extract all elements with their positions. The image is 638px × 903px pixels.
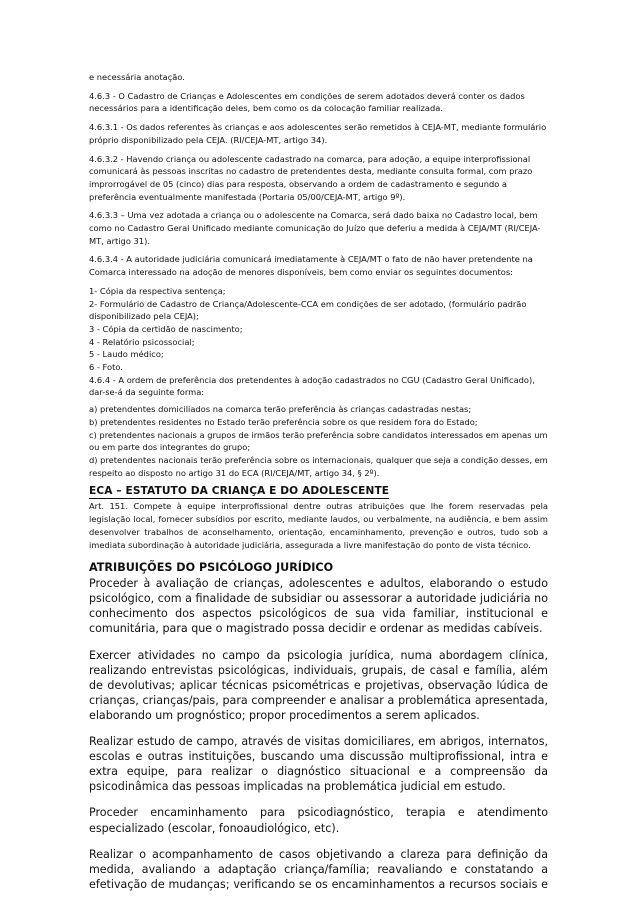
list-item: 2- Formulário de Cadastro de Criança/Adolescente-CCA em condições de ser adotado, (formulário padrão disponibilizado pela CEJA); (89, 298, 527, 322)
list-item: c) pretendentes nacionais a grupos de irmãos terão preferência sobre candidatos interessados em apenas um ou em parte dos integrantes do grupo; (89, 429, 548, 453)
atribuicoes-heading: ATRIBUIÇÕES DO PSICÓLOGO JURÍDICO (89, 561, 334, 575)
list-item: a) pretendentes domiciliados na comarca terão preferência às crianças cadastradas nestas; (89, 404, 472, 415)
atribuicao-paragraph: Realizar estudo de campo, através de visitas domiciliares, em abrigos, internatos, escolas e outras instituições, buscando uma discussão multiprofissional, intra e extra equipe, para realizar o diagnóstico situacional e a compreensão da psicodinâmica das pessoas implicadas na problemática judicial em estudo. (89, 735, 548, 794)
list-item: b) pretendentes residentes no Estado terão preferência sobre os que residem fora do Estado; (89, 416, 478, 427)
intro-line: e necessária anotação. (89, 72, 185, 82)
paragraph-4-6-3-1: 4.6.3.1 - Os dados referentes às crianças e aos adolescentes serão remetidos à CEJA-MT, mediante formulário próprio disponibilizado pela CEJA. (RI/CEJA-MT, artigo 34). (89, 122, 547, 145)
atribuicao-paragraph: Realizar o acompanhamento de casos objetivando a clareza para definição da medida, avaliando a adaptação criança/família; reavaliando e constatando a efetivação de mudanças; verificando se os encaminhamentos a recursos sociais e (89, 847, 548, 891)
paragraph-4-6-3-4: 4.6.3.4 - A autoridade judiciária comunicará imediatamente à CEJA/MT o fato de não haver pretendente na Comarca interessado na adoção de menores disponíveis, bem como enviar os seguintes documentos: (89, 254, 533, 278)
paragraph-4-6-3-2: 4.6.3.2 - Havendo criança ou adolescente cadastrado na comarca, para adoção, a equipe interprofissional comunicará às pessoas inscritas no cadastro de pretendentes desta, mediante consulta formal, com prazo improrrogável de 05 (cinco) dias para resposta, observando a ordem de cadastramento e segundo a preferência eventualmente manifestada (Portaria 05/00/CEJA-MT, artigo 9º). (89, 153, 533, 202)
paragraph-4-6-3-3: 4.6.3.3 – Uma vez adotada a criança ou o adolescente na Comarca, será dado baixa no Cadastro local, bem como no Cadastro Geral Unificado mediante comunicação do Juízo que deferiu a medida à CEJA/MT (RI/CEJA-MT, artigo 31). (89, 210, 541, 246)
preference-list (89, 403, 548, 479)
atribuicao-paragraph: Proceder encaminhamento para psicodiagnóstico, terapia e atendimento especializado (escolar, fonoaudiológico, etc). (89, 806, 548, 835)
list-item: 3 - Cópia da certidão de nascimento; (89, 323, 243, 334)
atribuicao-paragraph: Exercer atividades no campo da psicologia jurídica, numa abordagem clínica, realizando entrevistas psicológicas, individuais, grupais, de casal e família, além de devolutivas; aplicar técnicas psicométricas e projetivas, observação lúdica de crianças, crianças/pais, para compreender e analisar a problemática apresentada, elaborando um prognóstico; propor procedimentos a serem aplicados. (89, 648, 548, 722)
eca-heading-text: ECA – ESTATUTO DA CRIANÇA E DO ADOLESCENTE (89, 485, 390, 498)
list-item: 4.6.4 - A ordem de preferência dos pretendentes à adoção cadastrados no CGU (Cadastro Geral Unificado), dar-se-á da seguinte forma: (89, 374, 535, 398)
documents-list (89, 285, 548, 399)
atribuicao-paragraph: Proceder à avaliação de crianças, adolescentes e adultos, elaborando o estudo psicológico, com a finalidade de subsidiar ou assessorar a autoridade judiciária no conhecimento dos aspectos psicológicos de sua vida familiar, institucional e comunitária, para que o magistrado possa decidir e ordenar as medidas cabíveis. (89, 577, 548, 636)
list-item: 6 - Foto. (89, 362, 123, 373)
list-item: d) pretendentes nacionais terão preferência sobre os internacionais, qualquer que seja a condição desses, em respeito ao disposto no artigo 31 do ECA (RI/CEJA/MT, artigo 34, § 2º). (89, 454, 548, 478)
paragraph-4-6-3: 4.6.3 - O Cadastro de Crianças e Adolescentes em condições de serem adotados deverá conter os dados necessários para a identificação deles, bem como os da colocação familiar realizada. (89, 90, 525, 114)
eca-article-151: Art. 151. Compete à equipe interprofissional dentre outras atribuições que lhe forem reservadas pela legislação local, fornecer subsídios por escrito, mediante laudos, ou verbalmente, na audiência, e bem assim desenvolver trabalhos de aconselhamento, orientação, encaminhamento, prevenção e outros, tudo sob a imediata subordinação à autoridade judiciária, assegurada a livre manifestação do ponto de vista técnico. (89, 501, 548, 550)
list-item: 5 - Laudo médico; (89, 349, 164, 360)
eca-heading (89, 485, 548, 498)
list-item: 1- Cópia da respectiva sentença; (89, 285, 226, 296)
list-item: 4 - Relatório psicossocial; (89, 336, 195, 347)
page-content (89, 71, 548, 903)
